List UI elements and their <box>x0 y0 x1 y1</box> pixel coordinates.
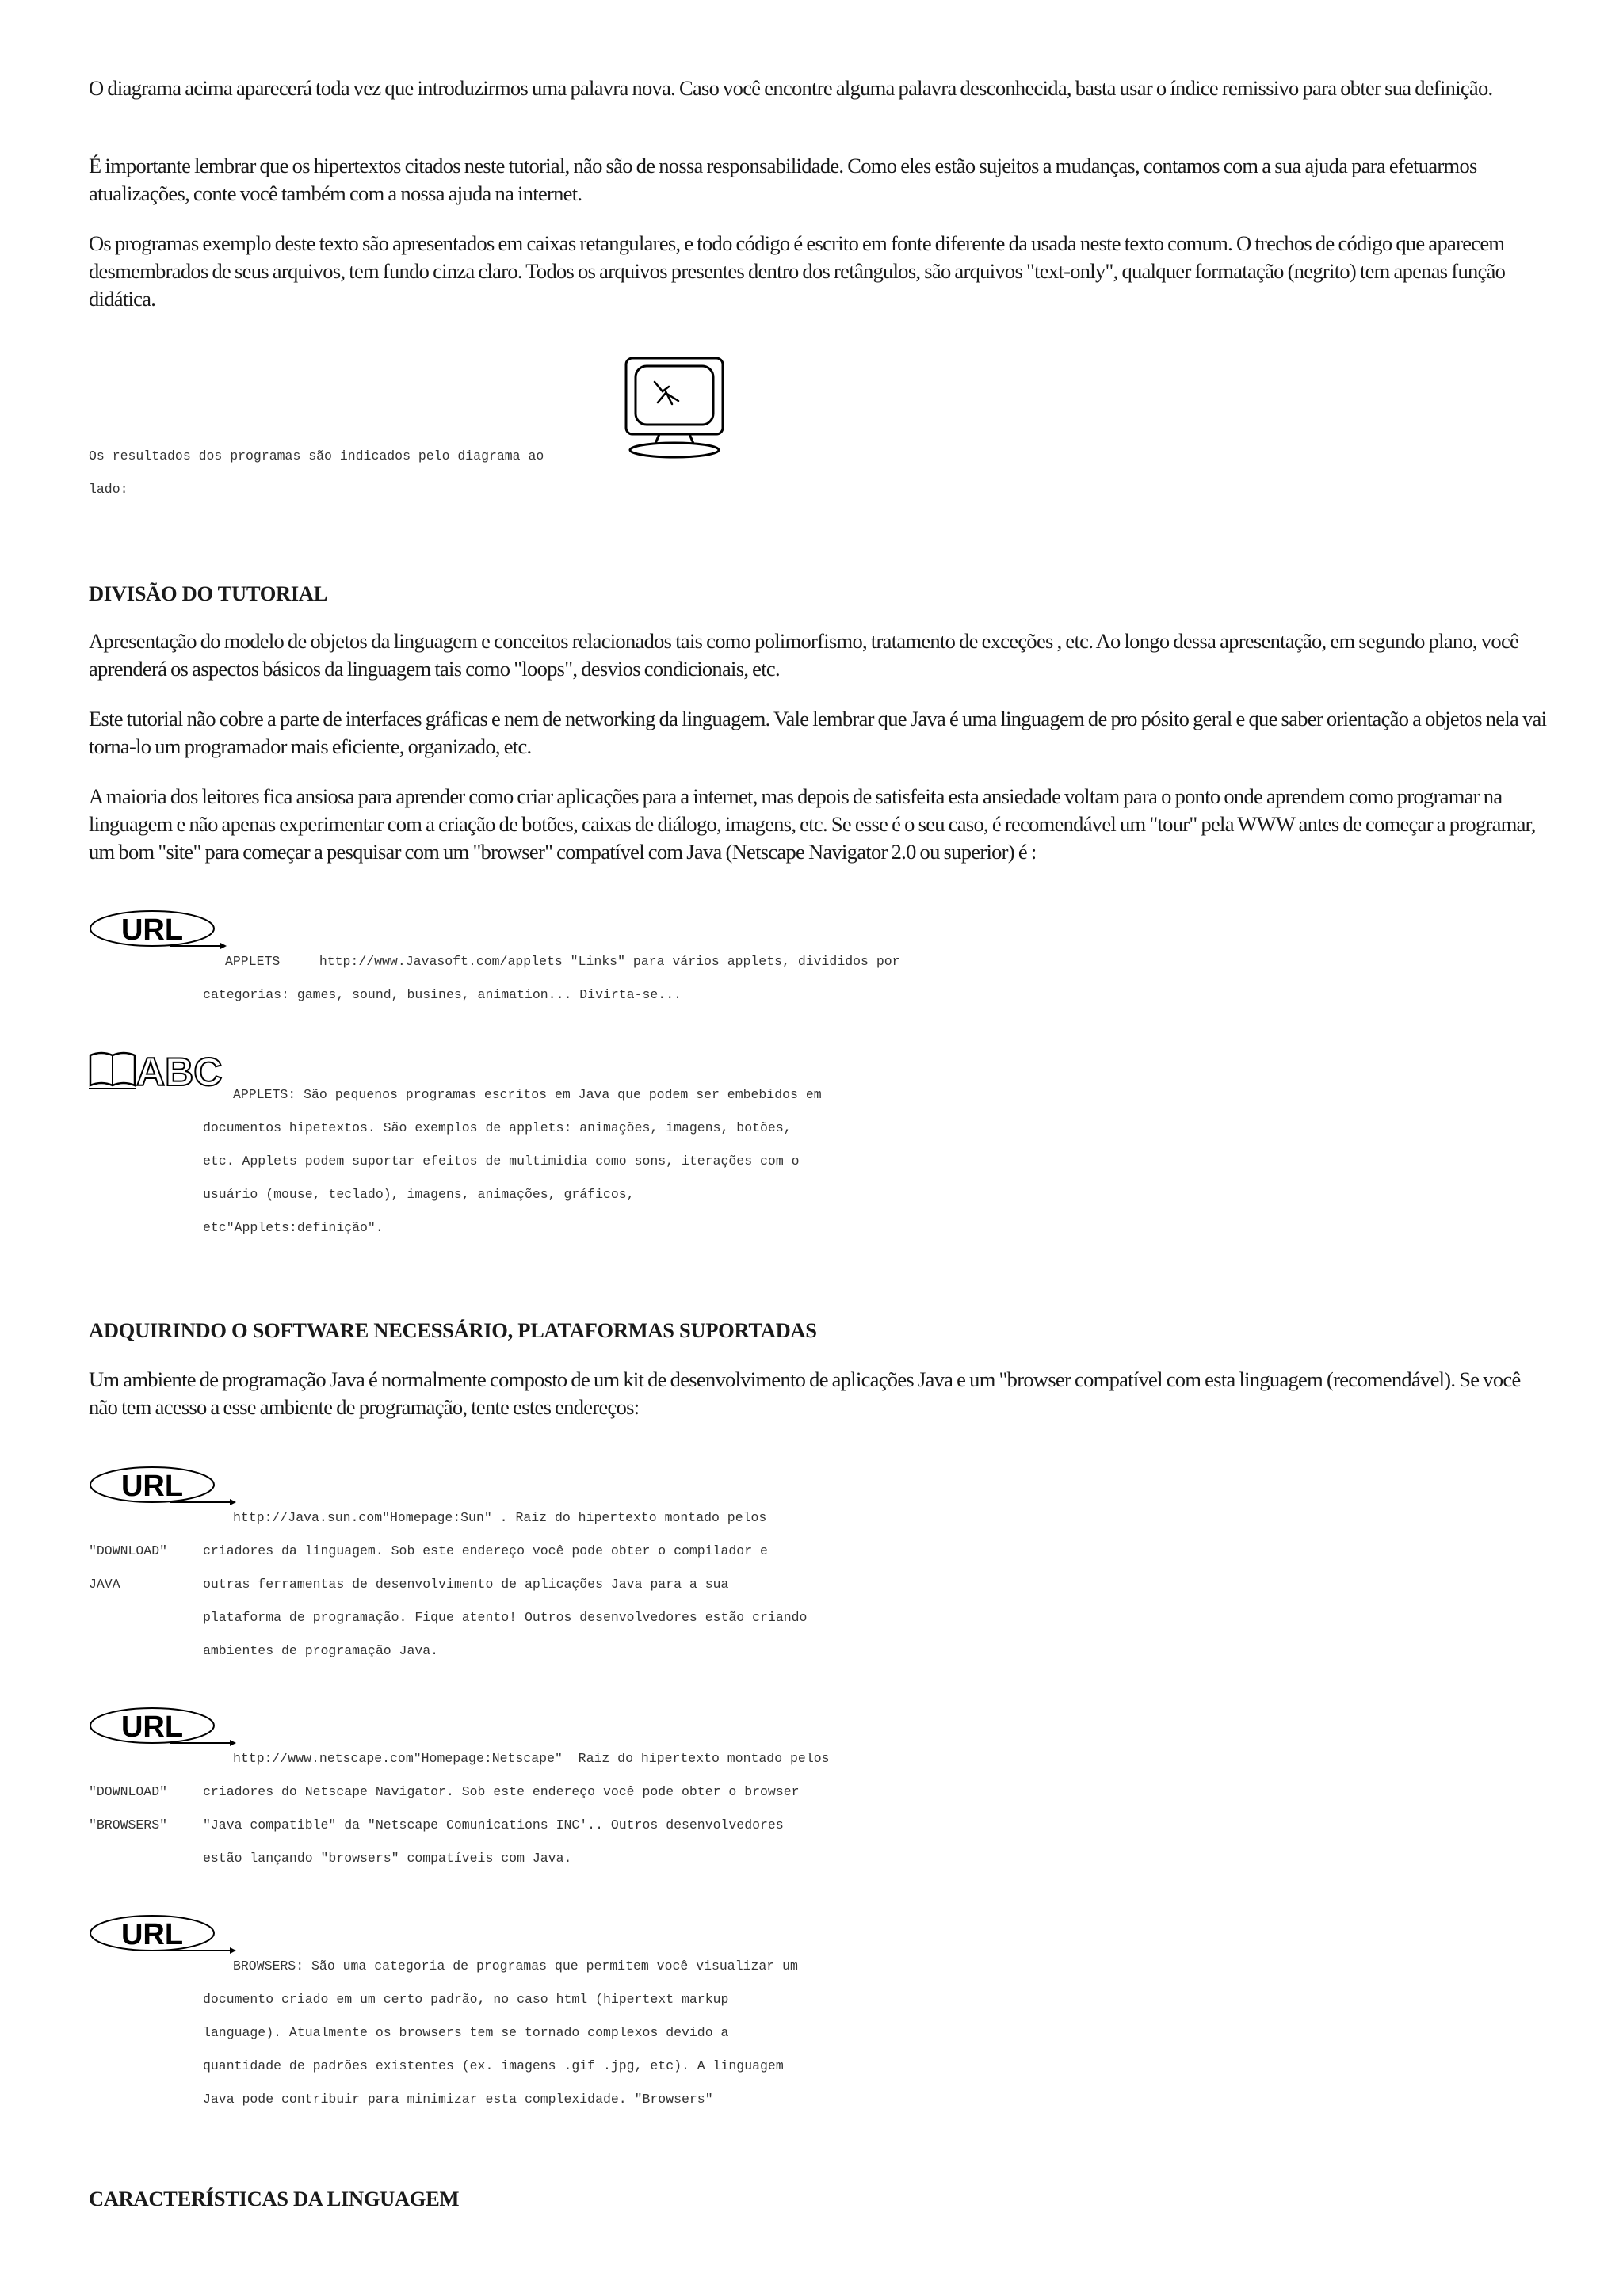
url2-side-2: JAVA <box>89 1577 120 1592</box>
url4-line-1: BROWSERS: São uma categoria de programas que permitem você visualizar um <box>233 1958 798 1974</box>
url4-line-5: Java pode contribuir para minimizar esta complexidade. "Browsers" <box>203 2092 713 2107</box>
abc-badge-label: ABC <box>136 1050 223 1094</box>
url3-side-2: "BROWSERS" <box>89 1817 168 1833</box>
url4-line-4: quantidade de padrões existentes (ex. imagens .gif .jpg, etc). A linguagem <box>203 2058 784 2073</box>
url-badge-4 <box>87 1913 246 1967</box>
url-badge-3 <box>87 1705 246 1760</box>
url3-side-1: "DOWNLOAD" <box>89 1784 168 1799</box>
url-badge-label: URL <box>120 913 184 947</box>
monitor-icon <box>623 357 726 463</box>
abc1-line-4: usuário (mouse, teclado), imagens, animações, gráficos, <box>203 1187 635 1202</box>
section-heading-caracteristicas: CARACTERÍSTICAS DA LINGUAGEM <box>89 2187 460 2210</box>
url1-line-2: categorias: games, sound, busines, animation... Divirta-se... <box>203 987 682 1002</box>
intro-paragraph-3: Os programas exemplo deste texto são apresentados em caixas retangulares, e todo código é escrito em fonte diferente da usada neste texto comum. O trechos de código que aparecem desmembrados de seus arquivos, tem fundo cinza claro. Todos os arquivos presentes dentro dos retângulos, são arquivos "text-only", qualquer formatação (negrito) tem apenas função didática. <box>89 231 1506 311</box>
url2-line-1: http://Java.sun.com"Homepage:Sun" . Raiz do hipertexto montado pelos <box>233 1510 767 1525</box>
section1-paragraph-3: A maioria dos leitores fica ansiosa para aprender como criar aplicações para a internet, mas depois de satisfeita esta ansiedade voltam para o ponto onde aprendem como programar na linguagem e não apenas experimentar com a criação de botões, caixas de diálogo, imagens, etc. Se esse é o seu caso, é recomendável um "tour" pela WWW antes de começar a programar, um bom "site" para começar a pesquisar com um "browser" compatível com Java (Netscape Navigator 2.0 ou superior) é : <box>89 784 1536 864</box>
section-heading-divisao: DIVISÃO DO TUTORIAL <box>89 582 328 605</box>
url4-line-2: documento criado em um certo padrão, no caso html (hipertext markup <box>203 1992 729 2007</box>
url2-line-4: plataforma de programação. Fique atento! Outros desenvolvedores estão criando <box>203 1610 808 1625</box>
intro-paragraph-2: É importante lembrar que os hipertextos citados neste tutorial, não são de nossa responsabilidade. Como eles estão sujeitos a mudanças, contamos com a sua ajuda para efetuarmos atualizações, conte você também com a nossa ajuda na internet. <box>89 154 1477 205</box>
url2-side-1: "DOWNLOAD" <box>89 1543 168 1558</box>
abc1-line-2: documentos hipetextos. São exemplos de applets: animações, imagens, botões, <box>203 1120 792 1135</box>
url3-line-3: "Java compatible" da "Netscape Comunications INC'.. Outros desenvolvedores <box>203 1817 784 1833</box>
book-abc-icon <box>87 1044 230 1104</box>
url-badge-1 <box>87 908 238 963</box>
results-caption-line-2: lado: <box>89 482 128 497</box>
section1-paragraph-1: Apresentação do modelo de objetos da linguagem e conceitos relacionados tais como polimorfismo, tratamento de exceções , etc. Ao longo dessa apresentação, em segundo plano, você aprenderá os aspectos básicos da linguagem tais como "loops", desvios condicionais, etc. <box>89 629 1519 681</box>
section2-paragraph-1: Um ambiente de programação Java é normalmente composto de um kit de desenvolvimento de aplicações Java e um "browser compatível com esta linguagem (recomendável). Se você não tem acesso a esse ambiente de programação, tente estes endereços: <box>89 1367 1521 1419</box>
abc1-line-3: etc. Applets podem suportar efeitos de multimidia como sons, iterações com o <box>203 1154 800 1169</box>
url-badge-label: URL <box>120 1711 184 1744</box>
url-badge-label: URL <box>120 1918 184 1951</box>
url-badge-2 <box>87 1464 246 1519</box>
url3-line-1: http://www.netscape.com"Homepage:Netscape" Raiz do hipertexto montado pelos <box>233 1751 830 1766</box>
section1-paragraph-2: Este tutorial não cobre a parte de interfaces gráficas e nem de networking da linguagem. Vale lembrar que Java é uma linguagem de pro pósito geral e que saber orientação a objetos nela vai torna-lo um programador mais eficiente, organizado, etc. <box>89 707 1547 758</box>
url2-line-2: criadores da linguagem. Sob este endereço você pode obter o compilador e <box>203 1543 768 1558</box>
abc1-line-5: etc"Applets:definição". <box>203 1220 384 1235</box>
url1-line-1: APPLETS http://www.Javasoft.com/applets "Links" para vários applets, divididos por <box>225 954 900 969</box>
url3-line-2: criadores do Netscape Navigator. Sob este endereço você pode obter o browser <box>203 1784 800 1799</box>
url4-line-3: language). Atualmente os browsers tem se tornado complexos devido a <box>203 2025 729 2040</box>
url2-line-5: ambientes de programação Java. <box>203 1643 439 1658</box>
url2-line-3: outras ferramentas de desenvolvimento de aplicações Java para a sua <box>203 1577 729 1592</box>
abc1-line-1: APPLETS: São pequenos programas escritos em Java que podem ser embebidos em <box>233 1087 822 1102</box>
results-caption-line-1: Os resultados dos programas são indicados pelo diagrama ao <box>89 448 544 463</box>
intro-paragraph-1: O diagrama acima aparecerá toda vez que introduzirmos uma palavra nova. Caso você encontre alguma palavra desconhecida, basta usar o índice remissivo para obter sua definição. <box>89 76 1493 100</box>
url-badge-label: URL <box>120 1470 184 1503</box>
section-heading-software: ADQUIRINDO O SOFTWARE NECESSÁRIO, PLATAFORMAS SUPORTADAS <box>89 1318 817 1342</box>
url3-line-4: estão lançando "browsers" compatíveis com Java. <box>203 1851 572 1866</box>
